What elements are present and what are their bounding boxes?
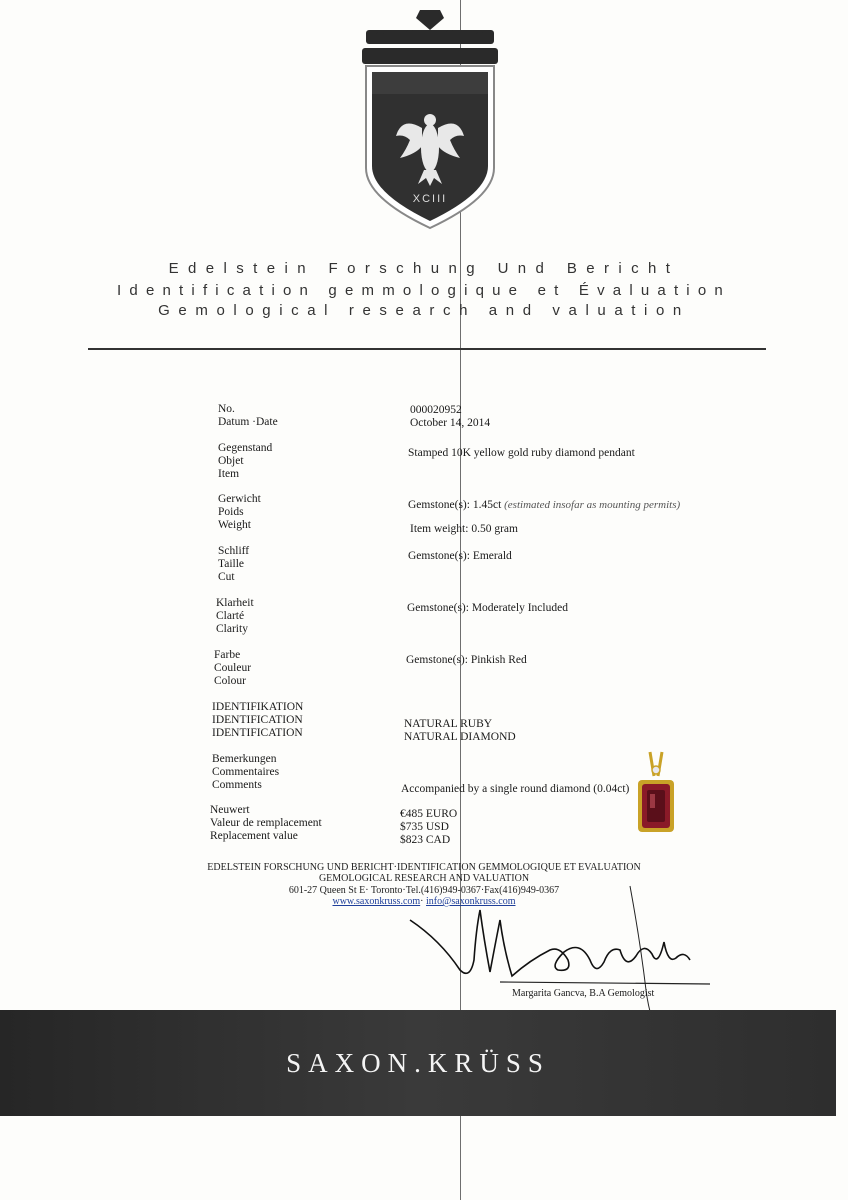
label-number: No. <box>218 403 235 415</box>
label-date: Datum ·Date <box>218 416 278 428</box>
heading-divider <box>88 348 766 350</box>
value-comments: Accompanied by a single round diamond (0.04ct) <box>401 783 630 795</box>
website-link[interactable]: www.saxonkruss.com <box>332 896 421 907</box>
footer-company-line: EDELSTEIN FORSCHUNG UND BERICHT·IDENTIFICATION GEMMOLOGIQUE ET EVALUATION <box>207 862 641 873</box>
value-date: October 14, 2014 <box>410 417 491 429</box>
signature <box>400 880 720 1030</box>
heading-german: Edelstein Forschung Und Bericht <box>168 260 680 277</box>
label-cut: Schliff Taille Cut <box>218 545 250 583</box>
label-identification: IDENTIFIKATION IDENTIFICATION IDENTIFICATION <box>212 701 304 739</box>
label-weight: Gerwicht Poids Weight <box>218 493 261 531</box>
value-identification-ruby: NATURAL RUBY <box>404 718 493 730</box>
label-replacement-value: Neuwert Valeur de remplacement Replacement value <box>210 804 322 842</box>
value-euro: €485 EURO <box>400 808 458 820</box>
label-clarity: Klarheit Clarté Clarity <box>216 597 254 635</box>
value-cut: Gemstone(s): Emerald <box>408 550 512 562</box>
heading-english: Gemological research and valuation <box>158 302 690 319</box>
value-weight-note: (estimated insofar as mounting permits) <box>504 499 681 511</box>
value-clarity: Gemstone(s): Moderately Included <box>407 602 568 614</box>
label-item: Gegenstand Objet Item <box>218 442 273 480</box>
value-usd: $735 USD <box>400 821 449 833</box>
contact-separator: · <box>420 896 427 907</box>
brand-logo: SAXON.KRÜSS <box>286 1048 550 1078</box>
label-comments: Bemerkungen Commentaires Comments <box>212 753 280 791</box>
heading-french: Identification gemmologique et Évaluation <box>117 282 731 299</box>
value-identification-diamond: NATURAL DIAMOND <box>404 731 516 743</box>
footer-company-english: GEMOLOGICAL RESEARCH AND VALUATION <box>318 873 530 884</box>
value-gemstone-weight: Gemstone(s): 1.45ct (estimated insofar as mounting permits) <box>408 499 681 511</box>
label-colour: Farbe Couleur Colour <box>214 649 252 687</box>
pendant-photo <box>628 748 684 840</box>
value-number: 000020952 <box>410 404 462 416</box>
value-colour: Gemstone(s): Pinkish Red <box>406 654 527 666</box>
footer-address: 601-27 Queen St E· Toronto·Tel.(416)949-0367·Fax(416)949-0367 <box>288 885 560 896</box>
crest-numeral: XCIII <box>412 193 448 205</box>
value-cad: $823 CAD <box>400 834 451 846</box>
signer-name: Margarita Gancva, B.A Gemologist <box>512 988 655 999</box>
value-item-weight: Item weight: 0.50 gram <box>410 523 518 535</box>
email-link[interactable]: info@saxonkruss.com <box>426 896 516 907</box>
label-number-date <box>218 403 278 429</box>
value-item: Stamped 10K yellow gold ruby diamond pendant <box>408 447 635 459</box>
